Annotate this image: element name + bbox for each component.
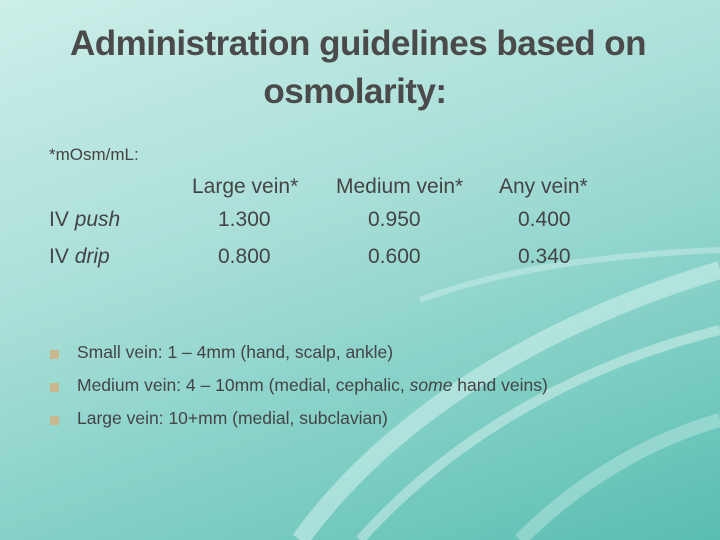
header-large-vein: Large vein*: [192, 175, 299, 198]
slide-title-line-1: Administration guidelines based on: [69, 24, 647, 63]
cell-push-any: 0.400: [518, 208, 571, 231]
header-medium-vein: Medium vein*: [336, 175, 464, 198]
bullet-list: [50, 344, 548, 443]
bullet-medium-vein: Medium vein: 4 – 10mm (medial, cephalic, some hand veins): [50, 377, 548, 410]
row-label-iv-drip: IV drip: [49, 245, 110, 268]
bullet-marker-icon: [50, 350, 59, 359]
slide-title-line-2: osmolarity:: [263, 72, 447, 111]
cell-drip-large: 0.800: [218, 245, 271, 268]
cell-push-medium: 0.950: [368, 208, 421, 231]
header-any-vein: Any vein*: [499, 175, 588, 198]
bullet-marker-icon: [50, 383, 59, 392]
bullet-large-vein: Large vein: 10+mm (medial, subclavian): [50, 410, 548, 443]
row-label-iv-push: IV push: [49, 208, 121, 231]
cell-drip-medium: 0.600: [368, 245, 421, 268]
bullet-marker-icon: [50, 416, 59, 425]
cell-drip-any: 0.340: [518, 245, 571, 268]
cell-push-large: 1.300: [218, 208, 271, 231]
units-note: *mOsm/mL:: [49, 145, 139, 164]
bullet-small-vein: Small vein: 1 – 4mm (hand, scalp, ankle): [50, 344, 548, 377]
